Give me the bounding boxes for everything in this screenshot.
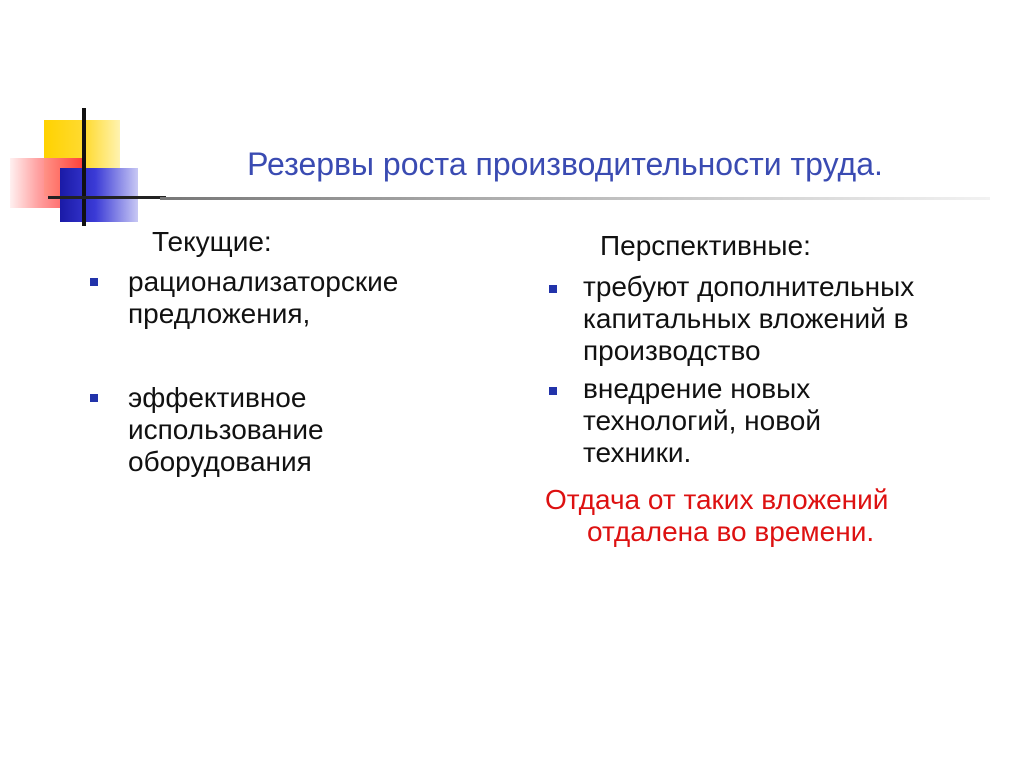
- item-line: эффективное: [128, 382, 307, 413]
- item-line: технологий, новой: [583, 405, 821, 436]
- list-item: [90, 382, 490, 478]
- item-line: производство: [583, 335, 761, 366]
- title-underline: [160, 197, 990, 200]
- item-line: требуют дополнительных: [583, 271, 915, 302]
- item-line: рационализаторские: [128, 266, 399, 297]
- horizontal-line-decoration: [48, 196, 166, 199]
- bullet-icon: [549, 387, 557, 395]
- item-line: техники.: [583, 437, 692, 468]
- slide-title: Резервы роста производительности труда.: [247, 146, 883, 182]
- bullet-icon: [90, 278, 98, 286]
- note-line: Отдача от таких вложений: [545, 484, 889, 515]
- item-line: оборудования: [128, 446, 312, 477]
- item-line: капитальных вложений в: [583, 303, 909, 334]
- item-line: использование: [128, 414, 324, 445]
- right-column-heading: Перспективные:: [600, 230, 811, 261]
- list-item: [545, 373, 1015, 469]
- item-line: предложения,: [128, 298, 311, 329]
- item-line: внедрение новых: [583, 373, 811, 404]
- left-column-heading: Текущие:: [152, 226, 272, 257]
- bullet-icon: [90, 394, 98, 402]
- highlighted-note: [545, 484, 995, 548]
- bullet-icon: [549, 285, 557, 293]
- right-column-list: [545, 271, 1015, 469]
- left-column-list: [90, 266, 490, 478]
- list-item: [545, 271, 1015, 367]
- list-item: [90, 266, 490, 330]
- decorative-logo: [0, 0, 200, 240]
- note-line: отдалена во времени.: [587, 516, 875, 547]
